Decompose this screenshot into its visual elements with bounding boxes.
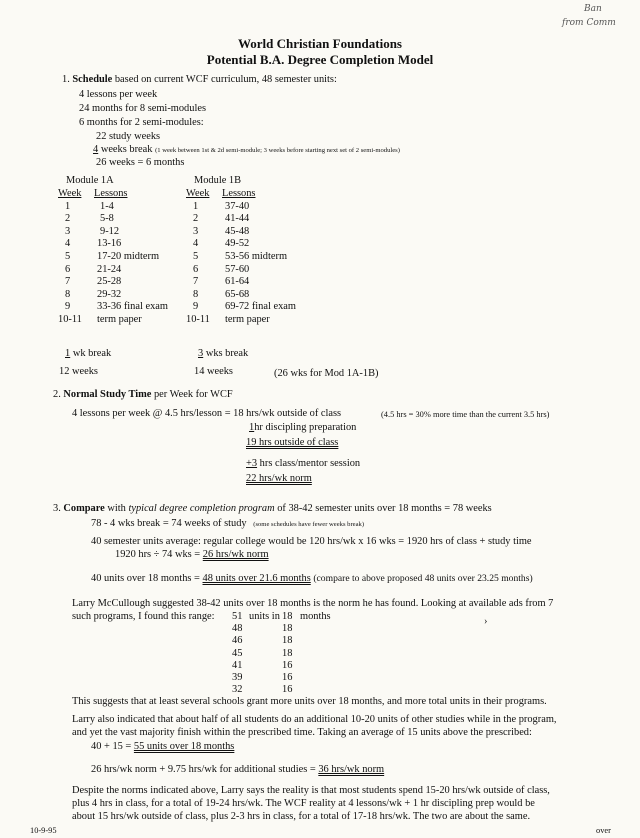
section-1-title-rest: based on current WCF curriculum, 48 semester units: bbox=[114, 74, 337, 85]
section-3-heading bbox=[53, 503, 492, 515]
s2-discipling-label: hr discipling preparation bbox=[254, 422, 357, 433]
range-months-cell: 18 bbox=[282, 647, 293, 659]
lessons-cell: 41-44 bbox=[225, 213, 250, 225]
lessons-cell: term paper bbox=[225, 313, 270, 325]
lessons-cell: 57-60 bbox=[225, 263, 250, 275]
lessons-cell: 61-64 bbox=[225, 276, 250, 288]
lessons-cell: 25-28 bbox=[97, 276, 122, 288]
s3-line-1 bbox=[91, 518, 364, 531]
s2-class-line bbox=[246, 458, 360, 470]
margin-note-line1: Ban bbox=[584, 4, 602, 14]
s1-line: 26 weeks = 6 months bbox=[96, 157, 185, 168]
range-months-cell: 16 bbox=[282, 659, 293, 671]
section-3-title: Compare bbox=[63, 503, 105, 514]
lessons-cell: 29-32 bbox=[97, 288, 122, 300]
range-units-cell: 46 bbox=[232, 635, 243, 647]
page-subtitle: Potential B.A. Degree Completion Model bbox=[206, 52, 434, 67]
range-units-cell: 48 bbox=[232, 623, 243, 635]
s3-calc-result: 26 hrs/wk norm bbox=[202, 549, 269, 560]
s1-line: 4 lessons per week bbox=[79, 89, 158, 100]
s3-paragraph-10: about 15 hrs/wk outside of class, plus 2-3 hrs in class, for a total of 17-18 hrs/wk. The two are about the same. bbox=[72, 811, 531, 822]
s1-line: 6 months for 2 semi-modules: bbox=[79, 117, 204, 128]
lessons-cell: term paper bbox=[97, 313, 142, 325]
section-2-title: Normal Study Time bbox=[63, 389, 152, 400]
lessons-cell: 45-48 bbox=[225, 225, 250, 237]
module-b-break-label: wks break bbox=[205, 348, 249, 359]
page-title: World Christian Foundations bbox=[238, 36, 402, 51]
lessons-cell: 17-20 midterm bbox=[97, 250, 160, 262]
s3-paragraph-5: and yet the vast majority finish within the prescribed time. Taking an average of 15 units above the prescribed: bbox=[72, 727, 532, 738]
section-3-title-rest: of 38-42 semester units over 18 months = 78 weeks bbox=[277, 503, 492, 514]
s3-calc: 1920 hrs ÷ 74 wks = bbox=[115, 549, 201, 560]
s1-break-label: weeks break bbox=[100, 144, 153, 155]
module-a-break-label: wk break bbox=[72, 348, 112, 359]
range-units-cell: 39 bbox=[232, 672, 243, 683]
range-months-cell: 18 bbox=[282, 635, 293, 647]
week-cell: 3 bbox=[193, 225, 199, 237]
module-b-break-num: 3 bbox=[198, 348, 204, 359]
s3-line-3 bbox=[115, 549, 269, 561]
s3-weeks-note: (some schedules have fewer weeks break) bbox=[253, 521, 365, 528]
week-cell: 9 bbox=[193, 301, 199, 313]
s2-subtotal: 19 hrs outside of class bbox=[246, 437, 339, 448]
week-cell: 7 bbox=[65, 276, 71, 288]
lessons-cell: 13-16 bbox=[97, 238, 122, 250]
s3-norm-calc: 26 hrs/wk norm + 9.75 hrs/wk for additional studies = bbox=[91, 764, 316, 775]
week-cell: 1 bbox=[65, 200, 71, 212]
module-a-title: Module 1A bbox=[66, 175, 114, 186]
s2-discipling-num: 1 bbox=[249, 422, 255, 433]
lessons-cell: 65-68 bbox=[225, 288, 250, 300]
module-a-break bbox=[59, 348, 111, 360]
section-3-number: 3. bbox=[53, 503, 61, 514]
s2-class-num: +3 bbox=[246, 458, 258, 469]
s2-class-label: hrs class/mentor session bbox=[259, 458, 361, 469]
range-months-cell: 16 bbox=[282, 672, 293, 683]
week-cell: 6 bbox=[65, 263, 71, 275]
s2-total: 22 hrs/wk norm bbox=[246, 473, 312, 484]
week-cell: 7 bbox=[193, 276, 199, 288]
s3-paragraph-1: Larry McCullough suggested 38-42 units over 18 months is the norm he has found. Looking at available ads from 7 bbox=[72, 598, 554, 609]
s1-line: 24 months for 8 semi-modules bbox=[79, 103, 206, 114]
module-a-table bbox=[58, 188, 198, 323]
s2-discipling-line bbox=[244, 422, 356, 434]
s2-note: (4.5 hrs = 30% more time than the current 3.5 hrs) bbox=[381, 410, 550, 419]
week-cell: 6 bbox=[193, 263, 199, 275]
lessons-header: Lessons bbox=[94, 188, 128, 199]
range-units-cell: 32 bbox=[232, 684, 243, 696]
arrow-mark: › bbox=[484, 616, 488, 627]
week-cell: 5 bbox=[65, 250, 71, 262]
module-a-break-num: 1 bbox=[65, 348, 71, 359]
range-months-word: months bbox=[300, 611, 331, 622]
lessons-header: Lessons bbox=[222, 188, 256, 199]
section-1-heading bbox=[62, 74, 337, 86]
module-a-total: 12 weeks bbox=[59, 366, 98, 377]
section-1-title: Schedule bbox=[72, 74, 113, 85]
footer-date: 10-9-95 bbox=[30, 826, 57, 835]
s1-break-line bbox=[93, 144, 400, 157]
week-cell: 2 bbox=[193, 213, 199, 225]
s3-sum-result: 55 units over 18 months bbox=[133, 741, 235, 752]
lessons-cell: 49-52 bbox=[225, 238, 250, 250]
s1-break-note: (1 week between 1st & 2d semi-module; 3 weeks before starting next set of 2 semi-modules) bbox=[155, 147, 400, 154]
week-cell: 8 bbox=[193, 288, 199, 300]
lessons-cell: 1-4 bbox=[100, 200, 114, 212]
section-2-number: 2. bbox=[53, 389, 61, 400]
s3-paragraph-8: Despite the norms indicated above, Larry says the reality is that most students spend 15-20 hrs/wk outside of class, bbox=[72, 785, 550, 796]
week-cell: 4 bbox=[65, 238, 71, 250]
range-units-cell: 41 bbox=[232, 659, 243, 671]
lessons-cell: 53-56 midterm bbox=[225, 250, 288, 262]
s3-line-2: 40 semester units average: regular college would be 120 hrs/wk x 16 wks = 1920 hrs of class + study time bbox=[91, 536, 532, 547]
lessons-cell: 37-40 bbox=[225, 200, 250, 212]
section-1-number: 1. bbox=[62, 74, 70, 85]
lessons-cell: 33-36 final exam bbox=[97, 301, 168, 313]
range-months-cell: 18 bbox=[282, 611, 293, 622]
s1-break-weeks: 4 bbox=[93, 144, 99, 155]
range-units-word: units in bbox=[249, 611, 280, 622]
lessons-cell: 5-8 bbox=[100, 213, 114, 225]
week-cell: 9 bbox=[65, 301, 71, 313]
week-cell: 5 bbox=[193, 250, 199, 262]
week-header: Week bbox=[186, 188, 210, 199]
modules-note: (26 wks for Mod 1A-1B) bbox=[274, 368, 379, 379]
week-header: Week bbox=[58, 188, 82, 199]
week-cell: 4 bbox=[193, 238, 199, 250]
range-units-cell: 51 bbox=[232, 611, 243, 622]
s3-units-result: 48 units over 21.6 months bbox=[202, 573, 311, 584]
s3-line-4 bbox=[91, 573, 533, 585]
range-units-cell: 45 bbox=[232, 647, 243, 659]
s3-weeks-study: 78 - 4 wks break = 74 weeks of study bbox=[91, 518, 247, 529]
section-2-heading bbox=[53, 389, 233, 401]
s3-paragraph-2: such programs, I found this range: bbox=[72, 611, 215, 622]
s3-line-7 bbox=[91, 764, 384, 776]
margin-note-line2: from Comm bbox=[562, 18, 616, 28]
s3-norm-result: 36 hrs/wk norm bbox=[318, 764, 385, 775]
module-b-total: 14 weeks bbox=[194, 366, 233, 377]
section-3-title-italic: typical degree completion program bbox=[128, 503, 275, 514]
section-2-title-rest: per Week for WCF bbox=[153, 389, 233, 400]
week-cell: 10-11 bbox=[186, 313, 210, 325]
s3-paragraph-3: This suggests that at least several schools grant more units over 18 months, and more total units in their programs. bbox=[72, 696, 547, 707]
range-months-cell: 18 bbox=[282, 623, 293, 635]
week-cell: 2 bbox=[65, 213, 71, 225]
s2-line: 4 lessons per week @ 4.5 hrs/lesson = 18 hrs/wk outside of class bbox=[72, 408, 342, 419]
footer-over: over bbox=[596, 826, 611, 835]
week-cell: 1 bbox=[193, 200, 199, 212]
week-cell: 3 bbox=[65, 225, 71, 237]
module-b-title: Module 1B bbox=[194, 175, 242, 186]
s3-units-note: (compare to above proposed 48 units over 23.25 months) bbox=[313, 573, 533, 584]
s1-line: 22 study weeks bbox=[96, 131, 161, 142]
lessons-cell: 9-12 bbox=[100, 225, 120, 237]
range-table bbox=[232, 611, 342, 701]
s3-paragraph-9: plus 4 hrs in class, for a total of 19-24 hrs/wk. The WCF reality at 4 lessons/wk + 1 hr discipling prep would be bbox=[72, 798, 535, 809]
range-months-cell: 16 bbox=[282, 684, 293, 696]
section-3-title-mid: with bbox=[107, 503, 126, 514]
lessons-cell: 21-24 bbox=[97, 263, 122, 275]
lessons-cell: 69-72 final exam bbox=[225, 301, 296, 313]
week-cell: 8 bbox=[65, 288, 71, 300]
module-b-break bbox=[194, 348, 248, 360]
module-b-table bbox=[186, 188, 326, 323]
s3-sum: 40 + 15 = bbox=[91, 741, 132, 752]
s3-units: 40 units over 18 months = bbox=[91, 573, 200, 584]
s3-paragraph-4: Larry also indicated that about half of all students do an additional 10-20 units of other studies while in the program, bbox=[72, 714, 557, 725]
week-cell: 10-11 bbox=[58, 313, 82, 325]
s3-line-6 bbox=[91, 741, 234, 753]
